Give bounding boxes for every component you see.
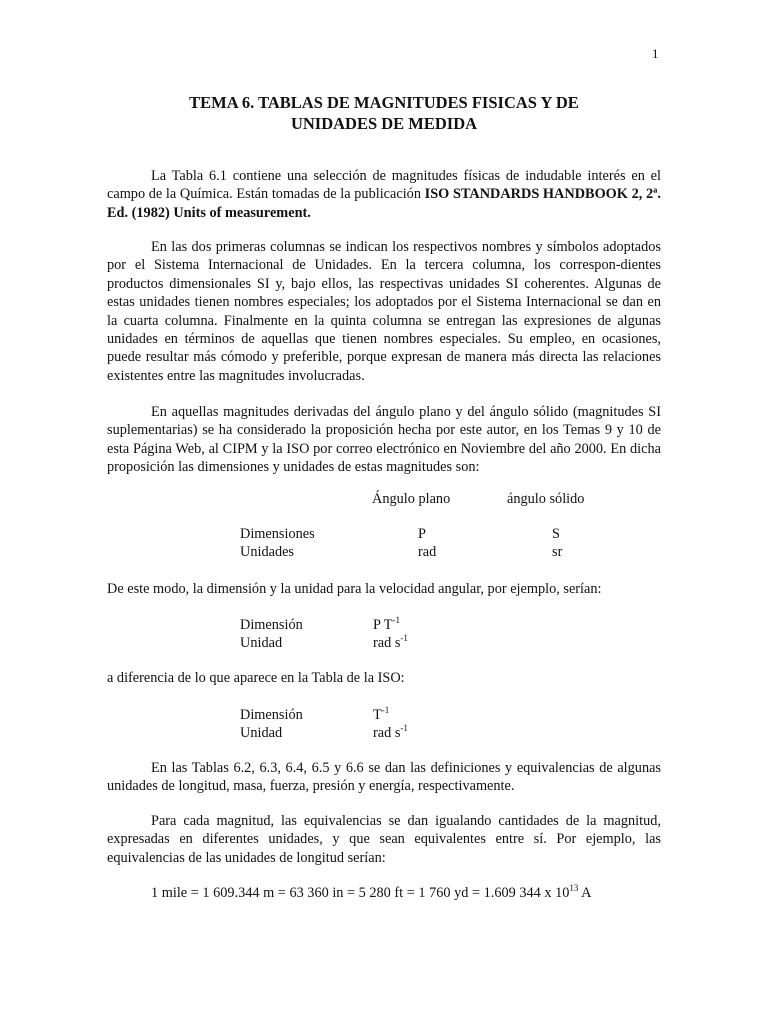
block1-unit-label: Unidad [240, 635, 283, 651]
paragraph-angular-velocity: De este modo, la dimensión y la unidad para la velocidad angular, por ejemplo, serían: [107, 581, 602, 597]
equation-exponent: 13 [569, 883, 579, 893]
angle-table-row-dimensions-label: Dimensiones [240, 526, 315, 542]
title-line-1: TEMA 6. TABLAS DE MAGNITUDES FISICAS Y DE [189, 93, 579, 112]
block1-dimension-label: Dimensión [240, 617, 303, 633]
block2-unit-base: rad s [373, 725, 401, 741]
block1-dimension-value [373, 616, 400, 634]
length-equation [151, 884, 592, 902]
block2-dimension-value [373, 706, 389, 724]
block2-dimension-label: Dimensión [240, 707, 303, 723]
angle-table-header-solid: ángulo sólido [507, 491, 585, 507]
block1-dimension-base: P T [373, 617, 393, 633]
intro-text: La Tabla 6.1 contiene una selección de magnitudes físicas de indudable interés en el campo de la Química. Están tomadas de la publicación [107, 168, 661, 203]
title-line-2: UNIDADES DE MEDIDA [290, 114, 478, 133]
page-title [0, 92, 768, 134]
angle-table-row-dimensions-solid: S [552, 526, 560, 542]
block1-unit-exponent: -1 [400, 633, 408, 643]
equation-text: 1 mile = 1 609.344 m = 63 360 in = 5 280 ft = 1 760 yd = 1.609 344 x 10 [151, 885, 570, 901]
block1-dimension-exponent: -1 [392, 615, 400, 625]
block2-dimension-base: T [373, 707, 382, 723]
angle-table-header-plane: Ángulo plano [372, 491, 451, 507]
block2-unit-label: Unidad [240, 725, 283, 741]
block1-unit-value [373, 634, 408, 652]
paragraph-equivalences: Para cada magnitud, las equivalencias se dan igualando cantidades de la magnitud, expresadas en diferentes unidades, y que sean equivalentes entre sí. Por ejemplo, las equivalencias de las unidades de longitud serían: [107, 813, 661, 866]
angle-table-row-units-solid: sr [552, 544, 563, 560]
block1-unit-base: rad s [373, 635, 401, 651]
paragraph-iso-difference: a diferencia de lo que aparece en la Tabla de la ISO: [107, 670, 405, 686]
angle-table-row-dimensions-plane: P [418, 526, 426, 542]
block2-unit-exponent: -1 [400, 723, 408, 733]
paragraph-tables: En las Tablas 6.2, 6.3, 6.4, 6.5 y 6.6 se dan las definiciones y equivalencias de algunas unidades de longitud, masa, fuerza, presión y energía, respectivamente. [107, 760, 661, 795]
paragraph-proposal: En aquellas magnitudes derivadas del ángulo plano y del ángulo sólido (magnitudes SI suplementarias) se ha considerado la proposición hecha por este autor, en los Temas 9 y 10 de esta Página Web, al CIPM y la ISO por correo electrónico en Noviembre del año 2000. En dicha proposición las dimensiones y unidades de estas magnitudes son: [107, 404, 661, 476]
block2-dimension-exponent: -1 [381, 705, 390, 715]
page-number: 1 [652, 46, 659, 61]
intro-bold-reference: ISO STANDARDS HANDBOOK 2, 2ª. Ed. (1982) Units of measurement. [107, 186, 661, 221]
paragraph-intro [107, 167, 661, 222]
paragraph-columns: En las dos primeras columnas se indican los respectivos nombres y símbolos adoptados por el Sistema Internacional de Unidades. En la tercera columna, los correspon-dientes productos dimensionales SI y, bajo ellos, las respectivas unidades SI coherentes. Algunas de estas unidades tienen nombres especiales; los adoptados por el Sistema Internacional se dan en la cuarta columna. Finalmente en la quinta columna se entregan las expresiones de algunas unidades en términos de aquellas que tienen nombres especiales. Su empleo, en ocasiones, puede resultar más cómodo y preferible, porque expresan de manera más directa las relaciones existentes entre las magnitudes involucradas. [107, 239, 661, 384]
block2-unit-value [373, 724, 408, 742]
angle-table-row-units-label: Unidades [240, 544, 294, 560]
angle-table-row-units-plane: rad [418, 544, 437, 560]
equation-unit: A [578, 885, 592, 901]
